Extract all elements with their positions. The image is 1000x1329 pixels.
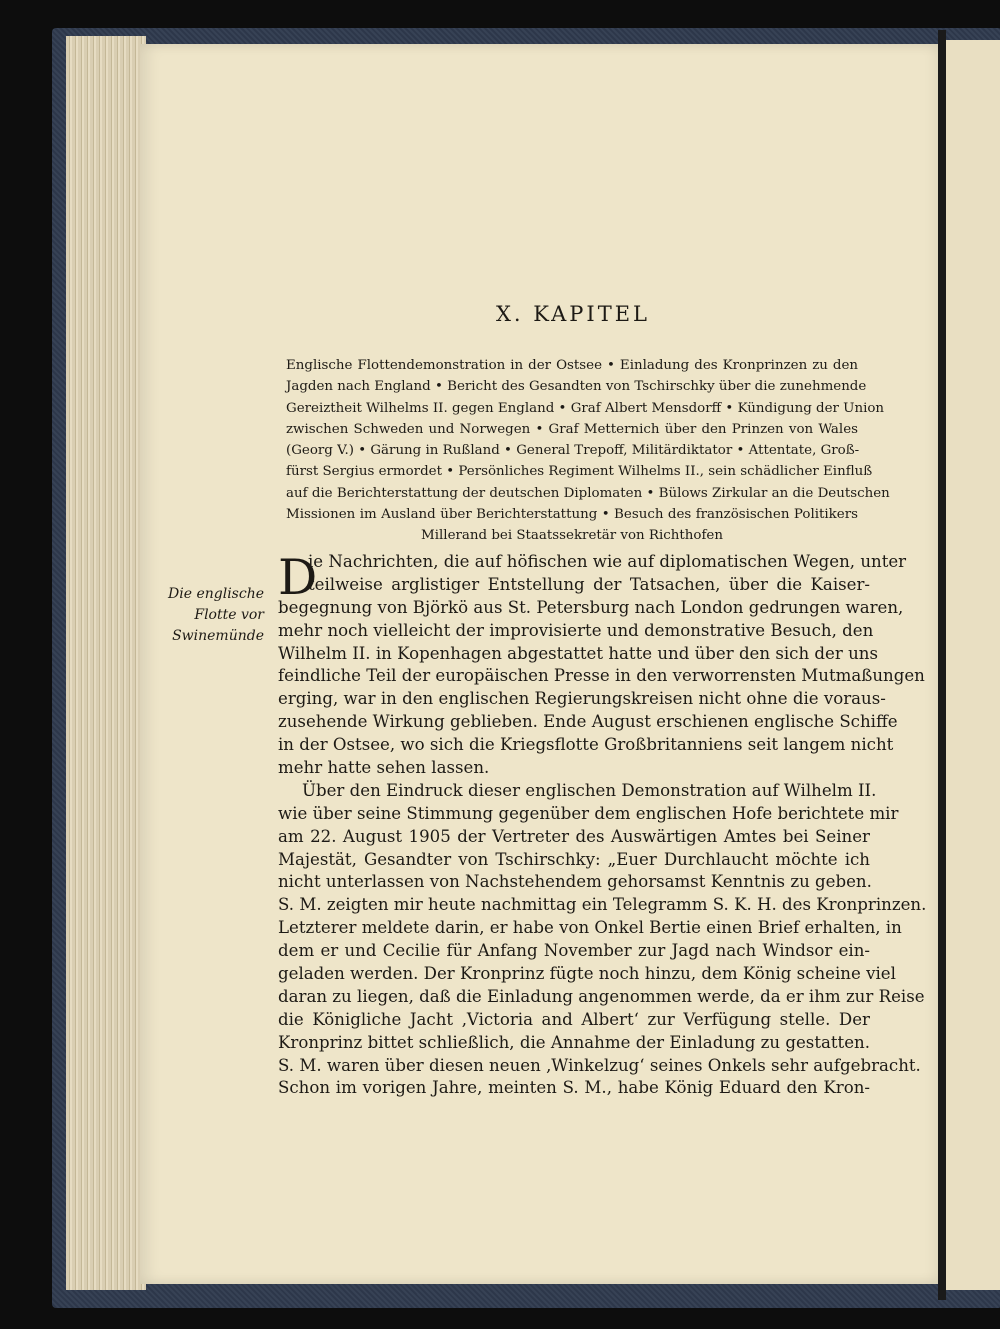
body-text bbox=[278, 551, 927, 1100]
summary-line: Millerand bei Staatssekretär von Richthofen bbox=[421, 528, 723, 544]
body-line: begegnung von Björkö aus St. Petersburg nach London gedrungen waren, bbox=[278, 597, 904, 617]
summary-line: zwischen Schweden und Norwegen • Graf Metternich über den Prinzen von Wales bbox=[286, 421, 858, 437]
body-line: Wilhelm II. in Kopenhagen abgestattet hatte und über den sich der uns bbox=[278, 643, 878, 663]
summary-line: Gereiztheit Wilhelms II. gegen England • Graf Albert Mensdorff • Kündigung der Union bbox=[286, 400, 885, 416]
body-line: Schon im vorigen Jahre, meinten S. M., habe König Eduard den Kron- bbox=[278, 1078, 870, 1098]
body-line: nicht unterlassen von Nachstehendem gehorsamst Kenntnis zu geben. bbox=[278, 872, 872, 892]
chapter-title: X. KAPITEL bbox=[495, 302, 650, 326]
body-line: geladen werden. Der Kronprinz fügte noch hinzu, dem König scheine viel bbox=[278, 964, 896, 984]
body-line: zusehende Wirkung geblieben. Ende August erschienen englische Schiffe bbox=[278, 712, 898, 732]
body-line: S. M. zeigten mir heute nachmittag ein Telegramm S. K. H. des Kronprinzen. bbox=[278, 895, 927, 915]
margin-note-line: Swinemünde bbox=[172, 628, 264, 644]
summary-line: (Georg V.) • Gärung in Rußland • General Trepoff, Militärdiktator • Attentate, Groß- bbox=[286, 443, 860, 459]
summary-line: fürst Sergius ermordet • Persönliches Regiment Wilhelms II., sein schädlicher Einfluß bbox=[286, 464, 873, 480]
body-line: feindliche Teil der europäischen Presse in den verworrensten Mutmaßungen bbox=[278, 666, 925, 686]
body-line: mehr noch vielleicht der improvisierte und demonstrative Besuch, den bbox=[278, 620, 874, 640]
chapter-summary bbox=[286, 355, 890, 547]
body-line: mehr hatte sehen lassen. bbox=[278, 758, 490, 778]
body-line: daran zu liegen, daß die Einladung angenommen werde, da er ihm zur Reise bbox=[278, 986, 925, 1006]
body-line: in der Ostsee, wo sich die Kriegsflotte Großbritanniens seit langem nicht bbox=[278, 735, 894, 755]
summary-line: Jagden nach England • Bericht des Gesandten von Tschirschky über die zunehmende bbox=[286, 379, 867, 395]
body-line: die Königliche Jacht ‚Victoria and Albert‘ zur Verfügung stelle. Der bbox=[278, 1009, 870, 1029]
body-line: S. M. waren über diesen neuen ‚Winkelzug‘ seines Onkels sehr aufgebracht. bbox=[278, 1055, 921, 1075]
summary-line: auf die Berichterstattung der deutschen Diplomaten • Bülows Zirkular an die Deutschen bbox=[286, 485, 890, 501]
facing-page-edge bbox=[946, 40, 1000, 1290]
margin-note-line: Flotte vor bbox=[194, 607, 264, 623]
body-line: dem er und Cecilie für Anfang November zur Jagd nach Windsor ein- bbox=[278, 941, 870, 961]
body-line: erging, war in den englischen Regierungskreisen nicht ohne die voraus- bbox=[278, 689, 886, 709]
body-line: Majestät, Gesandter von Tschirschky: „Euer Durchlaucht möchte ich bbox=[278, 849, 870, 869]
body-line: ie Nachrichten, die auf höfischen wie auf diplomatischen Wegen, unter bbox=[308, 552, 907, 571]
margin-note bbox=[160, 584, 264, 647]
margin-note-line: Die englische bbox=[168, 586, 264, 602]
body-line: Letzterer meldete darin, er habe von Onkel Bertie einen Brief erhalten, in bbox=[278, 918, 902, 938]
summary-line: Missionen im Ausland über Berichterstattung • Besuch des französischen Politikers bbox=[286, 507, 858, 523]
drop-cap: D bbox=[278, 549, 318, 606]
body-line: Kronprinz bittet schließlich, die Annahme der Einladung zu gestatten. bbox=[278, 1032, 870, 1052]
page-edges bbox=[66, 36, 146, 1290]
body-line: teilweise arglistiger Entstellung der Tatsachen, über die Kaiser- bbox=[308, 574, 870, 594]
body-line: Über den Eindruck dieser englischen Demonstration auf Wilhelm II. bbox=[302, 780, 877, 800]
book-gutter bbox=[938, 30, 946, 1300]
body-line: am 22. August 1905 der Vertreter des Auswärtigen Amtes bei Seiner bbox=[278, 826, 870, 846]
summary-line: Englische Flottendemonstration in der Ostsee • Einladung des Kronprinzen zu den bbox=[286, 358, 858, 373]
body-line: wie über seine Stimmung gegenüber dem englischen Hofe berichtete mir bbox=[278, 803, 899, 823]
